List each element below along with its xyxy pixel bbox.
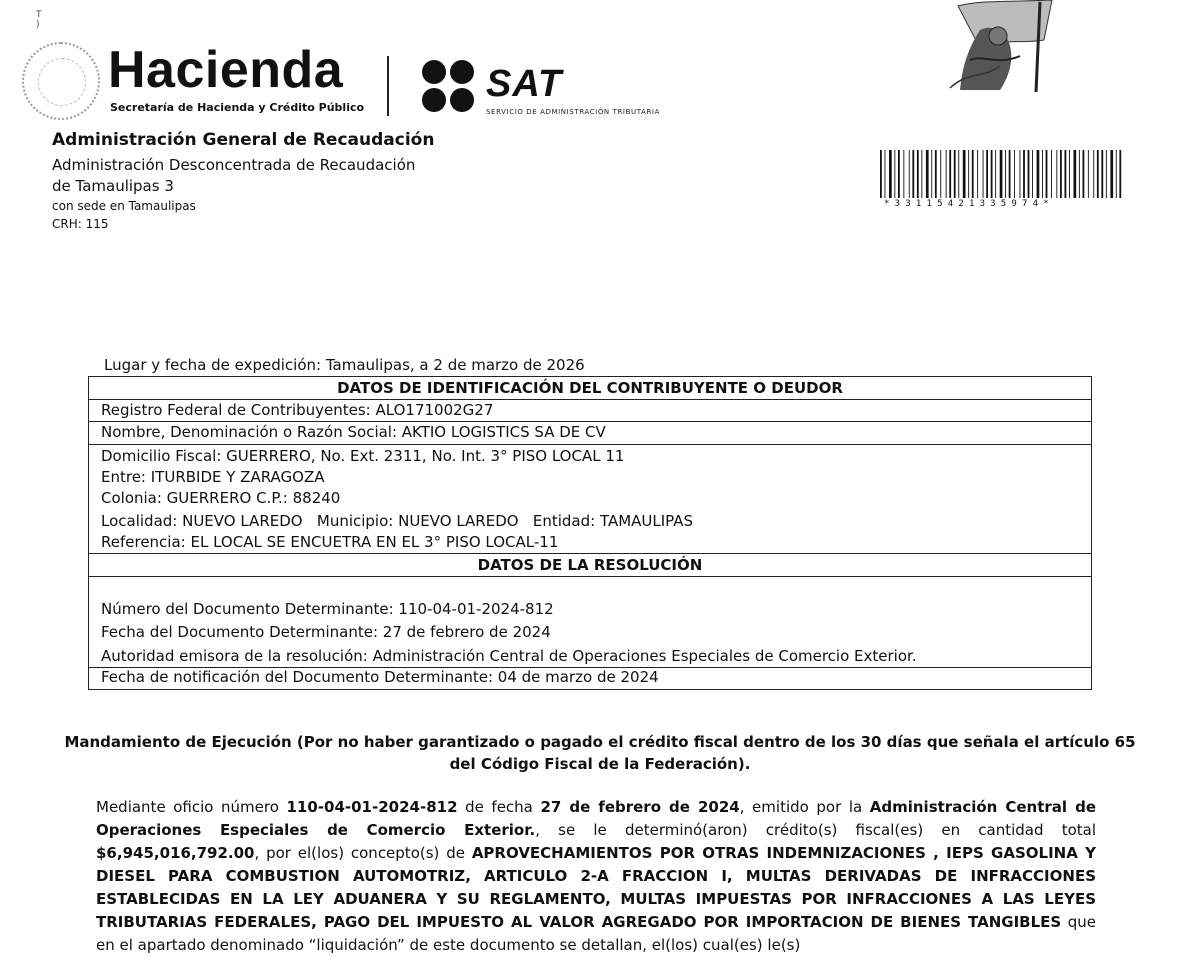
issue-place-date: Lugar y fecha de expedición: Tamaulipas, a 2 de marzo de 2026 (104, 356, 585, 374)
barcode-bar (1110, 150, 1113, 198)
document-barcode (880, 150, 1126, 202)
barcode-bar (889, 150, 892, 198)
barcode-bar (949, 150, 951, 198)
barcode-bar (1005, 150, 1006, 198)
body-bold-authority: Administración Central de Operaciones Especiales de Comercio Exterior. (96, 798, 1096, 839)
determinant-number-field: Número del Documento Determinante: 110-04-01-2024-812 (101, 600, 554, 618)
barcode-bar (1037, 150, 1040, 198)
barcode-bar (885, 150, 886, 198)
barcode-bar (954, 150, 956, 198)
issuer-line-1: Administración Desconcentrada de Recaudación (52, 156, 416, 174)
barcode-bar (1106, 150, 1107, 198)
issuer-line-4: CRH: 115 (52, 217, 109, 231)
barcode-bar (898, 150, 900, 198)
hacienda-logo-title: Hacienda (108, 41, 344, 99)
barcode-bar (1032, 150, 1033, 198)
flag-illustration (940, 0, 1060, 92)
barcode-bar (1083, 150, 1085, 198)
issuer-line-3: con sede en Tamaulipas (52, 199, 196, 213)
barcode-bar (909, 150, 910, 198)
body-paragraph (96, 796, 1096, 957)
name-field: Nombre, Denominación o Razón Social: AKTIO LOGISTICS SA DE CV (101, 423, 606, 441)
barcode-bar (1060, 150, 1062, 198)
national-seal-logo (22, 42, 100, 120)
issuer-title: Administración General de Recaudación (52, 130, 435, 150)
barcode-bar (1009, 150, 1011, 198)
barcode-bar (1051, 150, 1052, 198)
barcode-bar (1020, 150, 1021, 198)
barcode-bar (1056, 150, 1057, 198)
notification-date-field: Fecha de notificación del Documento Determinante: 04 de marzo de 2024 (101, 668, 659, 686)
hacienda-logo-subtitle: Secretaría de Hacienda y Crédito Público (110, 101, 365, 114)
barcode-bar (917, 150, 919, 198)
enforcement-heading-line-1: Mandamiento de Ejecución (Por no haber garantizado o pagado el crédito fiscal dentro de los 30 días que señala el artículo 65 (64, 733, 1136, 751)
body-text-6: que en el apartado denominado “liquidación” de este documento se detallan, el(los) cual(es) le(s) (96, 913, 1096, 954)
barcode-bar (1097, 150, 1099, 198)
barcode-bar (1042, 150, 1043, 198)
barcode-bar (1119, 150, 1121, 198)
barcode-bar (1000, 150, 1003, 198)
barcode-bar (940, 150, 941, 198)
barcode-bar (921, 150, 922, 198)
sat-logo-title: SAT (486, 63, 563, 105)
barcode-number: *33115421335974* (884, 199, 1054, 209)
body-text-2: de fecha (457, 798, 541, 816)
barcode-bar (1065, 150, 1067, 198)
body-text-5: , por el(los) concepto(s) de (254, 844, 472, 862)
barcode-bar (986, 150, 988, 198)
barcode-bar (972, 150, 974, 198)
barcode-bar (1101, 150, 1103, 198)
logo-divider (387, 56, 389, 116)
determinant-date-field: Fecha del Documento Determinante: 27 de febrero de 2024 (101, 623, 551, 641)
body-bold-date: 27 de febrero de 2024 (540, 798, 740, 816)
locality-field: Localidad: NUEVO LAREDO Municipio: NUEVO LAREDO Entidad: TAMAULIPAS (101, 512, 694, 530)
barcode-bar (1116, 150, 1117, 198)
between-streets-field: Entre: ITURBIDE Y ZARAGOZA (101, 468, 325, 486)
rfc-field: Registro Federal de Contribuyentes: ALO171002G27 (101, 401, 494, 419)
barcode-bar (995, 150, 996, 198)
sat-logo-subtitle: SERVICIO DE ADMINISTRACIÓN TRIBUTARIA (486, 108, 660, 116)
taxpayer-data-table (88, 376, 1092, 690)
taxpayer-section-heading: DATOS DE IDENTIFICACIÓN DEL CONTRIBUYENTE O DEUDOR (337, 379, 843, 397)
enforcement-order-heading (60, 731, 1140, 775)
resolution-section-heading: DATOS DE LA RESOLUCIÓN (477, 556, 703, 574)
colonia-field: Colonia: GUERRERO C.P.: 88240 (101, 489, 341, 507)
barcode-bar (968, 150, 969, 198)
barcode-bar (880, 150, 882, 198)
barcode-bar (983, 150, 984, 198)
barcode-bar (894, 150, 895, 198)
barcode-bar (991, 150, 993, 198)
body-bold-amount: $6,945,016,792.00 (96, 844, 255, 862)
corner-mark: T ) (36, 10, 42, 30)
fiscal-address-field: Domicilio Fiscal: GUERRERO, No. Ext. 2311, No. Int. 3° PISO LOCAL 11 (101, 447, 625, 465)
body-bold-concepts: APROVECHAMIENTOS POR OTRAS INDEMNIZACIONES , IEPS GASOLINA Y DIESEL PARA COMBUSTION AUTOMOTRIZ, ARTICULO 2-A FRACCION I, MULTAS DERIVADAS DE INFRACCIONES ESTABLECIDAS EN LA LEY ADUANERA Y SU REGLAMENTO, MULTAS IMPUESTAS POR INFRACCIONES A LAS LEYES TRIBUTARIAS FEDERALES, PAGO DEL IMPUESTO AL VALOR AGREGADO POR IMPORTACION DE BIENES TANGIBLES (96, 844, 1096, 931)
barcode-bar (1046, 150, 1048, 198)
barcode-bar (1088, 150, 1089, 198)
barcode-bar (1079, 150, 1080, 198)
barcode-bar (931, 150, 932, 198)
barcode-bar (1028, 150, 1030, 198)
reference-field: Referencia: EL LOCAL SE ENCUETRA EN EL 3° PISO LOCAL-11 (101, 533, 559, 551)
body-text-4: , se le determinó(aron) crédito(s) fiscal(es) en cantidad total (535, 821, 1096, 839)
barcode-bar (958, 150, 959, 198)
barcode-bar (903, 150, 904, 198)
issuer-line-2: de Tamaulipas 3 (52, 177, 174, 195)
enforcement-heading-line-2: del Código Fiscal de la Federación). (449, 755, 751, 773)
barcode-bar (946, 150, 947, 198)
barcode-bar (977, 150, 978, 198)
barcode-bar (935, 150, 937, 198)
body-text-3: , emitido por la (739, 798, 870, 816)
barcode-bar (1093, 150, 1094, 198)
barcode-bar (1074, 150, 1077, 198)
barcode-bar (1069, 150, 1070, 198)
barcode-bar (1014, 150, 1015, 198)
body-bold-office-number: 110-04-01-2024-812 (286, 798, 458, 816)
barcode-bar (963, 150, 966, 198)
barcode-bar (926, 150, 929, 198)
barcode-bar (912, 150, 914, 198)
body-text-1: Mediante oficio número (96, 798, 287, 816)
barcode-bar (1023, 150, 1025, 198)
sat-dots-logo (422, 60, 478, 114)
issuing-authority-field: Autoridad emisora de la resolución: Administración Central de Operaciones Especiales de Comercio Exterior. (101, 647, 917, 665)
